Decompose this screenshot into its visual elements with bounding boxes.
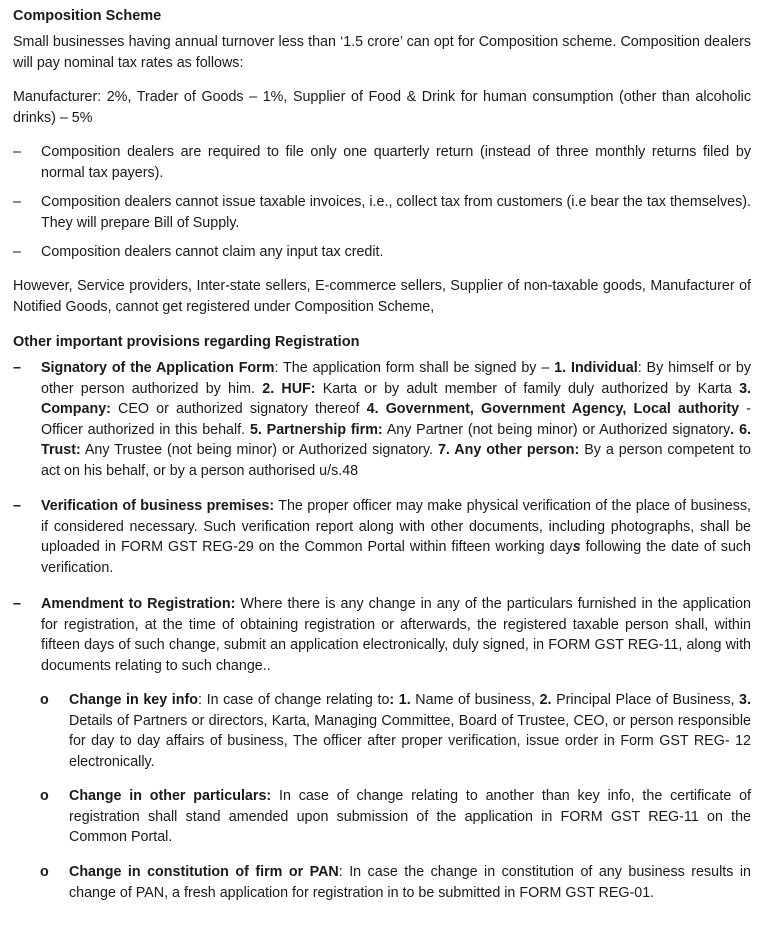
constitution-title: Change in constitution of firm or PAN <box>69 864 339 880</box>
signatory-trust-label: . 6. Trust: <box>41 421 751 458</box>
dash-marker: – <box>13 360 21 376</box>
other-particulars-text: Change in other particulars: In case of change relating to another than key info, the certificate of registration shall stand amended upon submission of the application in FORM GST REG-11 on the Common Portal. <box>69 788 752 845</box>
verification-title: Verification of business premises: <box>41 498 275 514</box>
key-info-text: Change in key info: In case of change relating to: 1. Name of business, 2. Principal Place of Business, 3. Details of Partners or directors, Karta, Managing Committee, Board of Trustee, CEO, or person responsible for day to day affairs of business, The officer after proper verification, issue order in Form GST REG- 12 electronically. <box>69 692 751 770</box>
signatory-huf-label: 2. HUF: <box>262 380 316 397</box>
amendment-title: Amendment to Registration: <box>41 596 236 612</box>
signatory-government-label: 4. Government, Government Agency, Local authority <box>366 401 740 417</box>
provision-item-signatory <box>13 358 751 481</box>
composition-point-text: Composition dealers cannot issue taxable invoices, i.e., collect tax from customers (i.e bear the tax themselves). They will prepare Bill of Supply. <box>41 194 751 231</box>
dash-marker: – <box>13 498 21 514</box>
dash-marker: – <box>13 194 21 210</box>
signatory-title: Signatory of the Application Form <box>41 360 275 376</box>
provision-item-verification <box>13 496 751 578</box>
provision-item-amendment <box>13 594 751 676</box>
signatory-company-label: 3. Company: <box>41 380 751 417</box>
signatory-other-label: 7. Any other person: <box>437 442 580 458</box>
composition-exclusions: However, Service providers, Inter-state sellers, E-commerce sellers, Supplier of non-taxable goods, Manufacturer of Notified Goods, cannot get registered under Composition Scheme, <box>13 278 751 315</box>
amendment-subitem-key-info <box>40 690 751 772</box>
bullet-marker: o <box>40 864 49 880</box>
composition-point <box>13 142 751 183</box>
composition-point <box>13 242 751 263</box>
dash-marker: – <box>13 144 21 160</box>
dash-marker: – <box>13 596 21 612</box>
composition-intro: Small businesses having annual turnover less than ‘1.5 crore’ can opt for Composition scheme. Composition dealers will pay nominal tax rates as follows: <box>13 34 751 71</box>
composition-point <box>13 192 751 233</box>
other-particulars-title: Change in other particulars: <box>69 788 272 804</box>
signatory-partnership-label: 5. Partnership firm: <box>249 421 383 438</box>
signatory-individual-label: 1. Individual <box>554 360 638 376</box>
composition-point-text: Composition dealers are required to file only one quarterly return (instead of three monthly returns filed by normal tax payers). <box>41 144 751 181</box>
constitution-text: Change in constitution of firm or PAN: In case the change in constitution of any business results in change of PAN, a fresh application for registration in to be submitted in FORM GST REG-01. <box>69 864 752 901</box>
verification-text: Verification of business premises: The proper officer may make physical verification of the place of business, if considered necessary. Such verification report along with other documents, including photographs, shall be uploaded in FORM GST REG-29 on the Common Portal within fifteen working days following the date of such verification. <box>41 498 751 576</box>
composition-heading: Composition Scheme <box>13 8 162 24</box>
composition-rates: Manufacturer: 2%, Trader of Goods – 1%, Supplier of Food & Drink for human consumption (other than alcoholic drinks) – 5% <box>13 89 751 126</box>
bullet-marker: o <box>40 692 49 708</box>
amendment-subitem-constitution <box>40 862 751 903</box>
provisions-heading: Other important provisions regarding Registration <box>13 334 360 350</box>
bullet-marker: o <box>40 788 49 804</box>
dash-marker: – <box>13 244 21 260</box>
amendment-text: Amendment to Registration: Where there is any change in any of the particulars furnished in the application for registration, at the time of obtaining registration or afterwards, the registered taxable person shall, within fifteen days of such change, submit an application electronically, duly signed, in FORM GST REG-11, along with documents relating to such change.. <box>41 596 751 674</box>
amendment-subitem-other <box>40 786 751 848</box>
key-info-title: Change in key info <box>69 692 199 708</box>
composition-point-text: Composition dealers cannot claim any input tax credit. <box>41 244 384 260</box>
signatory-text: Signatory of the Application Form: The application form shall be signed by – 1. Individual: By himself or by other person authorized by him. 2. HUF: Karta or by adult member of family duly authorized by Karta 3. Company: CEO or authorized signatory thereof 4. Government, Government Agency, Local authority - Officer authorized in this behalf. 5. Partnership firm: Any Partner (not being minor) or Authorized signatory. 6. Trust: Any Trustee (not being minor) or Authorized signatory. 7. Any other person: By a person competent to act on his behalf, or by a person authorised u/s.48 <box>41 360 751 479</box>
